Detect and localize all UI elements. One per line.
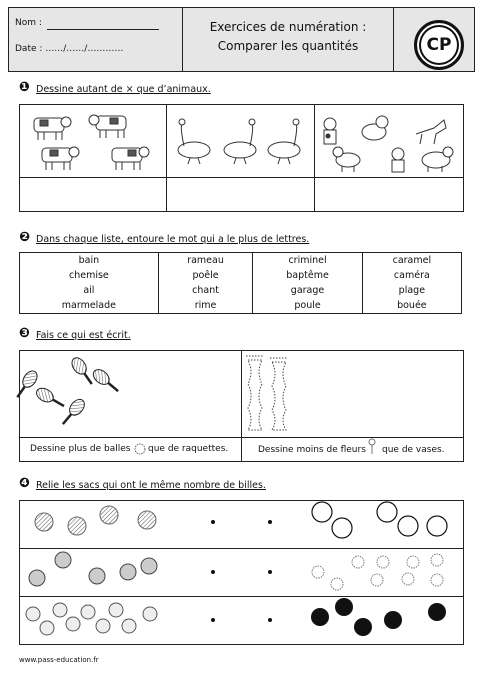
vase-icon bbox=[246, 356, 288, 430]
name-label: Nom : bbox=[15, 18, 42, 28]
exercise-1-instruction: Dessine autant de × que d’animaux. bbox=[36, 84, 211, 95]
word-cell[interactable]: baptême bbox=[253, 268, 362, 283]
exercise-2-number: ❷ bbox=[19, 230, 31, 245]
word-cell[interactable]: rime bbox=[158, 298, 253, 314]
level-badge: CP bbox=[414, 20, 464, 70]
goose-icon bbox=[178, 119, 300, 164]
word-cell[interactable]: caméra bbox=[362, 268, 461, 283]
dog-icon bbox=[324, 116, 453, 172]
word-cell[interactable]: criminel bbox=[253, 253, 362, 269]
marble-icon bbox=[35, 506, 156, 535]
exercise-4-instruction: Relie les sacs qui ont le même nombre de billes. bbox=[36, 480, 266, 491]
date-label: Date : ……/……/………… bbox=[15, 44, 124, 54]
connection-dot[interactable] bbox=[211, 520, 272, 622]
marble-icon bbox=[312, 554, 443, 590]
page-subtitle: Comparer les quantités bbox=[217, 39, 359, 53]
word-cell[interactable]: bain bbox=[20, 253, 159, 269]
word-cell[interactable]: garage bbox=[253, 283, 362, 298]
word-cell[interactable]: bouée bbox=[362, 298, 461, 314]
footer-site: www.pass-education.fr bbox=[19, 656, 99, 664]
caption-flowers-a: Dessine moins de fleurs bbox=[258, 445, 366, 455]
exercise-3-instruction: Fais ce qui est écrit. bbox=[36, 330, 131, 341]
flower-icon bbox=[369, 439, 375, 454]
caption-flowers-b: que de vases. bbox=[382, 445, 445, 455]
exercise-4-number: ❹ bbox=[19, 476, 31, 491]
word-cell[interactable]: plage bbox=[362, 283, 461, 298]
ball-icon bbox=[135, 444, 145, 454]
caption-balls-b: que de raquettes. bbox=[148, 444, 229, 454]
exercise-3-number: ❸ bbox=[19, 326, 31, 341]
word-cell[interactable]: chant bbox=[158, 283, 253, 298]
caption-balls-a: Dessine plus de balles bbox=[30, 444, 131, 454]
racket-icon bbox=[12, 355, 122, 428]
page-title: Exercices de numération : bbox=[209, 20, 367, 34]
marble-icon bbox=[29, 552, 157, 586]
marble-icon bbox=[26, 603, 157, 635]
marble-icon bbox=[311, 598, 446, 636]
word-cell[interactable]: ail bbox=[20, 283, 159, 298]
exercise-1-number: ❶ bbox=[19, 80, 31, 95]
marble-icon bbox=[312, 502, 447, 538]
word-cell[interactable]: poule bbox=[253, 298, 362, 314]
word-cell[interactable]: marmelade bbox=[20, 298, 159, 314]
word-cell[interactable]: rameau bbox=[158, 253, 253, 269]
exercise-2-instruction: Dans chaque liste, entoure le mot qui a le plus de lettres. bbox=[36, 234, 310, 245]
word-cell[interactable]: chemise bbox=[20, 268, 159, 283]
word-cell[interactable]: poêle bbox=[158, 268, 253, 283]
word-cell[interactable]: caramel bbox=[362, 253, 461, 269]
cow-icon bbox=[34, 115, 149, 170]
